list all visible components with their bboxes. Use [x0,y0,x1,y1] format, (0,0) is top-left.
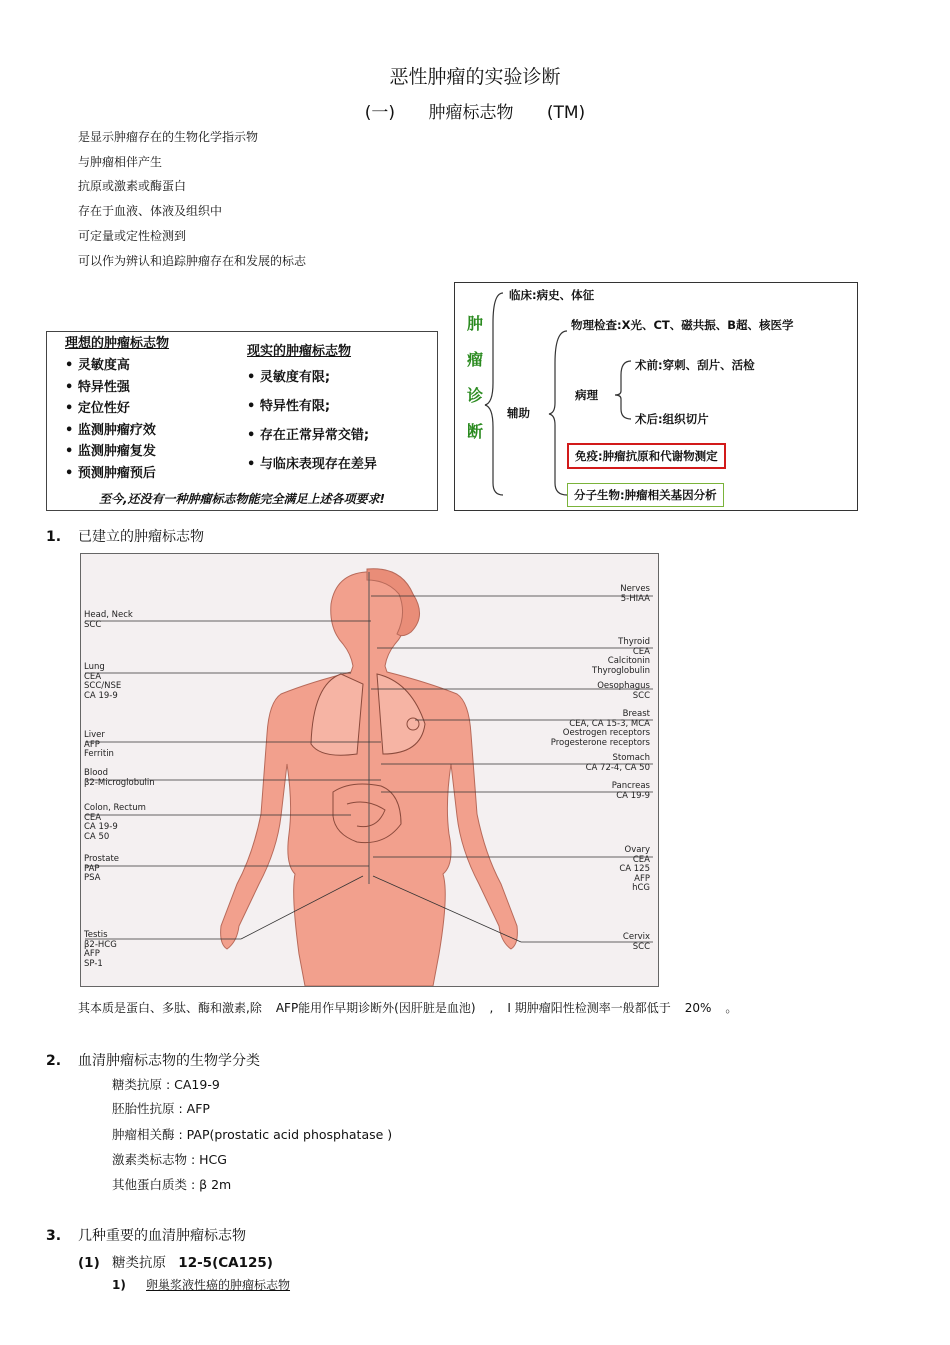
label-stomach: Stomach CA 72-4, CA 50 [585,753,650,773]
ideal-item: • 监测肿瘤复发 [65,444,156,459]
label-nerves: Nerves 5-HIAA [620,584,650,604]
ideal-box-footer: 至今,还没有一种肿瘤标志物能完全满足上述各项要求! [98,492,386,506]
subsection-ca125: (1) 糖类抗原 12-5(CA125) [78,1255,273,1271]
real-item: • 灵敏度有限; [247,370,331,385]
intro-item: 抗原或激素或酶蛋白 [78,179,187,194]
real-item: • 与临床表现存在差异 [247,457,377,472]
subtitle-text: 肿瘤标志物 [428,103,514,123]
ideal-vs-real-box [46,331,438,511]
pathology-node: 病理 [575,388,598,402]
ideal-column [65,332,169,484]
section-1-heading: 1. 已建立的肿瘤标志物 [46,529,204,545]
label-testis: Testis β2-HCG AFP SP-1 [84,930,117,969]
diagnosis-tree-box [454,282,858,511]
class-item: 其他蛋白质类 : β 2m [112,1177,232,1192]
label-ovary: Ovary CEA CA 125 AFP hCG [619,845,650,893]
label-oesophagus: Oesophagus SCC [597,681,650,701]
intro-list [78,125,306,273]
label-lung: Lung CEA SCC/NSE CA 19-9 [84,662,122,701]
real-column [247,340,377,479]
ideal-heading: 理想的肿瘤标志物 [65,336,170,351]
class-item: 激素类标志物 : HCG [112,1152,227,1167]
label-colon-rectum: Colon, Rectum CEA CA 19-9 CA 50 [84,803,146,842]
subtitle [0,98,950,123]
intro-item: 与肿瘤相伴产生 [78,154,163,169]
root-char: 瘤 [467,350,484,369]
section-3-heading: 3. 几种重要的血清肿瘤标志物 [46,1228,246,1244]
class-item: 胚胎性抗原 : AFP [112,1101,210,1116]
page-title: 恶性肿瘤的实验诊断 [389,66,561,88]
label-liver: Liver AFP Ferritin [84,730,114,759]
label-thyroid: Thyroid CEA Calcitonin Thyroglobulin [592,637,650,676]
class-item: 肿瘤相关酶 : PAP(prostatic acid phosphatase ) [112,1127,393,1142]
physical-node: 物理检查:X光、CT、磁共振、B超、核医学 [571,318,794,332]
summary-paragraph: 其本质是蛋白、多肽、酶和激素,除 AFP能用作早期诊断外(因肝脏是血池) , I 期肿瘤阳性检测率一般都低于 20% 。 [78,1001,738,1015]
real-heading: 现实的肿瘤标志物 [247,344,352,359]
subtitle-abbr: (TM) [546,103,586,123]
clinical-node: 临床:病史、体征 [509,288,595,302]
subtitle-number: (一) [364,103,396,123]
label-blood: Blood β2-Microglobulin [84,768,155,788]
aux-node: 辅助 [507,406,530,420]
ideal-item: • 特异性强 [65,379,130,395]
intro-item: 可定量或定性检测到 [78,228,187,243]
preop-node: 术前:穿刺、刮片、活检 [635,358,755,372]
label-cervix: Cervix SCC [622,932,650,952]
anatomy-figure [80,553,659,987]
intro-item: 是显示肿瘤存在的生物化学指示物 [78,130,259,144]
root-char: 断 [467,422,484,441]
real-item: • 存在正常异常交错; [247,428,370,443]
label-prostate: Prostate PAP PSA [84,854,120,883]
section-2-heading: 2. 血清肿瘤标志物的生物学分类 [46,1053,260,1069]
label-breast: Breast CEA, CA 15-3, MCA Oestrogen receptors Progesterone receptors [550,709,650,748]
ideal-item: • 灵敏度高 [65,358,130,373]
immuno-node: 免疫:肿瘤抗原和代谢物测定 [567,443,726,469]
intro-item: 可以作为辨认和追踪肿瘤存在和发展的标志 [78,253,307,268]
root-char: 诊 [467,386,484,405]
subsection-ca125-item: 1) 卵巢浆液性癌的肿瘤标志物 [112,1278,291,1292]
class-item: 糖类抗原 : CA19-9 [112,1077,220,1092]
real-item: • 特异性有限; [247,399,331,414]
molecular-node: 分子生物:肿瘤相关基因分析 [567,483,724,507]
intro-item: 存在于血液、体液及组织中 [78,204,223,219]
postop-node: 术后:组织切片 [635,412,709,426]
ideal-item: • 定位性好 [65,401,130,416]
human-body-illustration [81,554,658,986]
ideal-item: • 预测肿瘤预后 [65,465,156,481]
label-pancreas: Pancreas CA 19-9 [611,781,650,801]
label-head-neck: Head, Neck SCC [84,610,133,630]
ideal-item: • 监测肿瘤疗效 [65,422,156,438]
root-char: 肿 [467,314,484,333]
